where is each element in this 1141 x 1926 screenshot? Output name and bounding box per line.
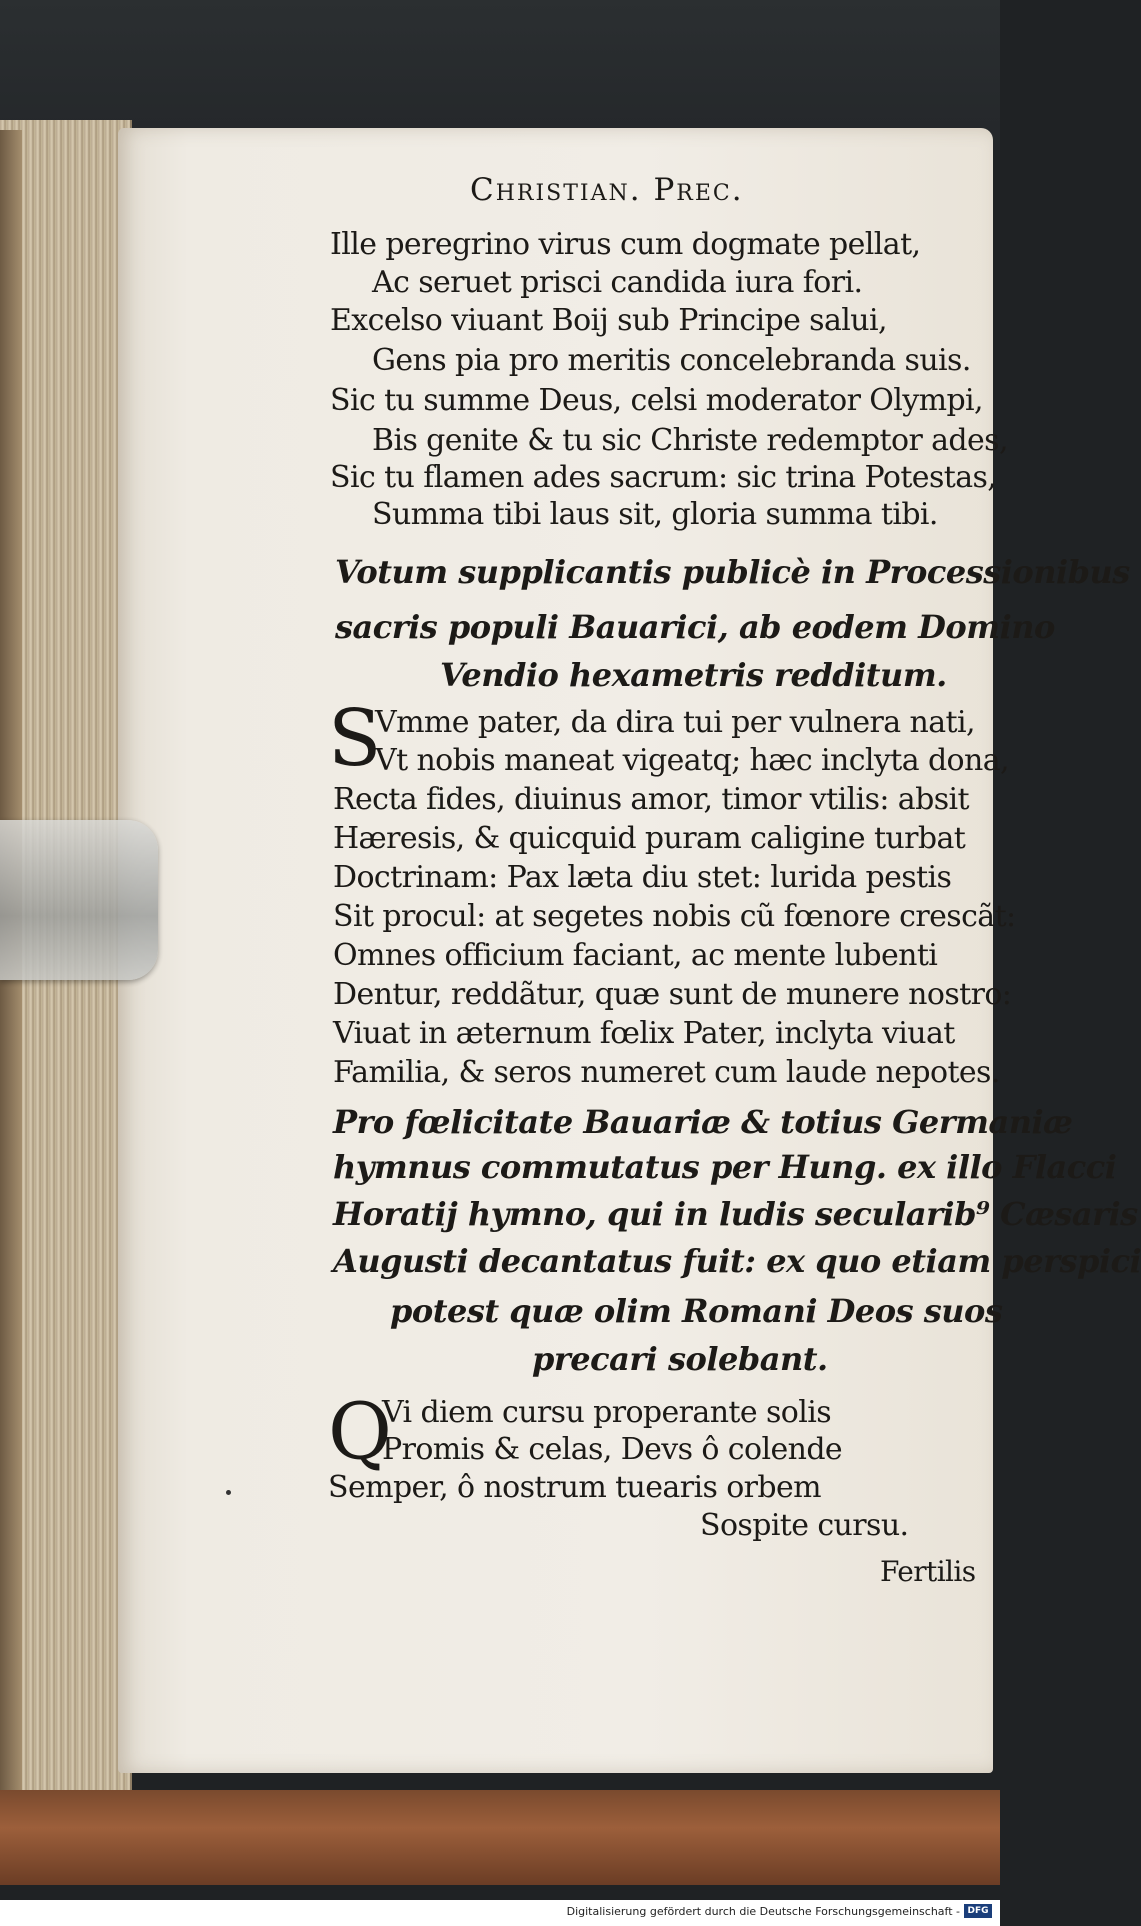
poem1-line: Ille peregrino virus cum dogmate pellat, (330, 227, 921, 262)
poem1-line: Summa tibi laus sit, gloria summa tibi. (372, 497, 938, 532)
poem3-line: Sospite cursu. (700, 1508, 909, 1543)
poem2-line: Viuat in æternum fœlix Pater, inclyta viuat (333, 1016, 955, 1051)
poem2-line: Recta fides, diuinus amor, timor vtilis: absit (333, 782, 969, 817)
poem1-line: Sic tu flamen ades sacrum: sic trina Potestas, (330, 460, 997, 495)
poem2-line: Vt nobis maneat vigeatq; hæc inclyta dona, (375, 743, 1009, 778)
poem1-line: Sic tu summe Deus, celsi moderator Olympi, (330, 383, 983, 418)
poem1-line: Gens pia pro meritis concelebranda suis. (372, 343, 971, 378)
poem2-line: Doctrinam: Pax læta diu stet: lurida pestis (333, 860, 952, 895)
poem2-line: Vmme pater, da dira tui per vulnera nati, (375, 705, 975, 740)
running-header: Christian. Prec. (470, 172, 744, 208)
section-heading-2: Pro fœlicitate Bauariæ & totius Germaniæ (333, 1103, 1073, 1141)
section-heading-2: Augusti decantatus fuit: ex quo etiam perspici (333, 1242, 1141, 1280)
poem3-line: Vi diem cursu properante solis (382, 1395, 832, 1430)
poem1-line: Excelso viuant Boij sub Principe salui, (330, 303, 887, 338)
poem1-line: Bis genite & tu sic Christe redemptor ades, (372, 423, 1008, 458)
section-heading-1: Votum supplicantis publicè in Processionibus (335, 553, 1130, 591)
section-heading-1: Vendio hexametris redditum. (440, 656, 947, 694)
poem2-line: Sit procul: at segetes nobis cũ fœnore crescãt: (333, 899, 1016, 934)
section-heading-2: precari solebant. (532, 1340, 828, 1378)
drop-cap: S (328, 694, 381, 784)
poem2-line: Familia, & seros numeret cum laude nepotes. (333, 1055, 1000, 1090)
poem3-line: Semper, ô nostrum tuearis orbem (328, 1470, 821, 1505)
section-heading-1: sacris populi Bauarici, ab eodem Domino (335, 608, 1055, 646)
book-cover-bottom (0, 1790, 1000, 1885)
section-heading-2: Horatij hymno, qui in ludis secularib⁹ Cæsaris (333, 1195, 1138, 1233)
section-heading-2: hymnus commutatus per Hung. ex illo Flacci (333, 1148, 1117, 1186)
catchword: Fertilis (880, 1555, 976, 1588)
ink-speck (226, 1490, 231, 1495)
poem2-line: Omnes officium faciant, ac mente lubenti (333, 938, 938, 973)
section-heading-2: potest quæ olim Romani Deos suos (390, 1292, 1003, 1330)
poem2-line: Dentur, reddãtur, quæ sunt de munere nostro: (333, 977, 1012, 1012)
poem2-line: Hæresis, & quicquid puram caligine turbat (333, 821, 966, 856)
drop-cap: Q (328, 1387, 392, 1477)
page-clip (0, 820, 158, 980)
dfg-logo: DFG (964, 1904, 992, 1918)
poem1-line: Ac seruet prisci candida iura fori. (372, 265, 863, 300)
footer-credit: Digitalisierung gefördert durch die Deutsche Forschungsgemeinschaft - (566, 1905, 960, 1918)
poem3-line: Promis & celas, Devs ô colende (382, 1432, 843, 1467)
